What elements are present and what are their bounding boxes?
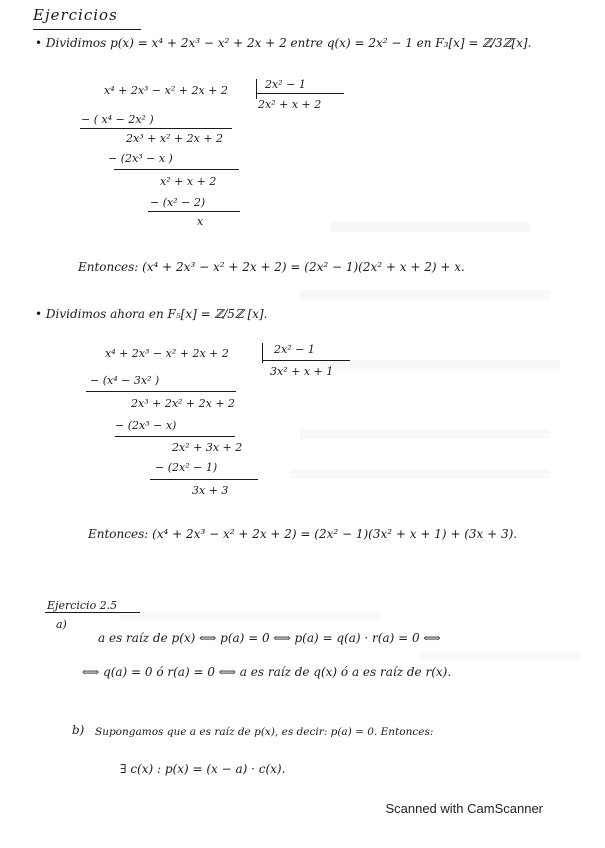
division1-step: x² + x + 2 xyxy=(160,175,217,188)
bleed-through-mark xyxy=(300,430,550,439)
part1-statement: • Dividimos p(x) = x⁴ + 2x³ − x² + 2x + 2 entre q(x) = 2x² − 1 en F₃[x] = ℤ/3ℤ[x]. xyxy=(35,36,532,50)
division1-step-bar xyxy=(148,211,240,212)
division2-step-bar xyxy=(86,391,236,392)
division2-dividend: x⁴ + 2x³ − x² + 2x + 2 xyxy=(105,347,229,360)
division2-quotient: 3x² + x + 1 xyxy=(270,365,334,378)
exercise-a-line2: ⟺ q(a) = 0 ó r(a) = 0 ⟺ a es raíz de q(x) ó a es raíz de r(x). xyxy=(82,665,452,679)
division2-step: − (2x² − 1) xyxy=(155,461,218,474)
division2-divisor-bar xyxy=(262,360,350,361)
bleed-through-mark xyxy=(330,222,530,232)
division1-dividend: x⁴ + 2x³ − x² + 2x + 2 xyxy=(104,84,228,97)
division1-quotient: 2x² + x + 2 xyxy=(258,98,322,111)
exercise-b-line2: ∃ c(x) : p(x) = (x − a) · c(x). xyxy=(120,762,286,776)
division1-step: − (x² − 2) xyxy=(150,196,206,209)
division2-step-bar xyxy=(150,479,258,480)
division2-step-bar xyxy=(115,436,235,437)
bleed-through-mark xyxy=(120,612,380,620)
scanner-watermark: Scanned with CamScanner xyxy=(385,801,543,816)
division1-bracket xyxy=(256,79,257,99)
division2-step: − (x⁴ − 3x² ) xyxy=(90,374,160,387)
division1-remainder: x xyxy=(197,215,204,228)
bleed-through-mark xyxy=(290,470,550,479)
bleed-through-mark xyxy=(320,360,560,369)
division2-remainder: 3x + 3 xyxy=(192,484,229,497)
exercise-heading-underline xyxy=(45,612,140,613)
division2-step: 2x² + 3x + 2 xyxy=(172,441,243,454)
bleed-through-mark xyxy=(420,652,580,660)
division1-step: − ( x⁴ − 2x² ) xyxy=(81,113,154,126)
division1-step: − (2x³ − x ) xyxy=(108,152,173,165)
division1-step-bar xyxy=(80,128,232,129)
exercise-b-label: b) xyxy=(72,723,85,737)
exercise-heading: Ejercicio 2.5 xyxy=(47,599,118,612)
title-underline xyxy=(33,29,141,30)
division1-divisor-bar xyxy=(256,93,344,94)
part2-result: Entonces: (x⁴ + 2x³ − x² + 2x + 2) = (2x² − 1)(3x² + x + 1) + (3x + 3). xyxy=(88,527,518,541)
division1-divisor: 2x² − 1 xyxy=(265,78,306,91)
part1-result: Entonces: (x⁴ + 2x³ − x² + 2x + 2) = (2x² − 1)(2x² + x + 2) + x. xyxy=(78,260,465,274)
division1-step-bar xyxy=(114,169,239,170)
exercise-a-line1: a es raíz de p(x) ⟺ p(a) = 0 ⟺ p(a) = q(a) · r(a) = 0 ⟺ xyxy=(98,631,441,645)
division2-step: − (2x³ − x) xyxy=(115,419,177,432)
exercise-b-line1: Supongamos que a es raíz de p(x), es decir: p(a) = 0. Entonces: xyxy=(95,726,434,738)
division2-step: 2x³ + 2x² + 2x + 2 xyxy=(131,397,236,410)
bleed-through-mark xyxy=(300,290,550,299)
part2-statement: • Dividimos ahora en F₅[x] = ℤ/5ℤ [x]. xyxy=(35,307,268,321)
page-title: Ejercicios xyxy=(33,6,118,24)
division1-step: 2x³ + x² + 2x + 2 xyxy=(126,132,224,145)
division2-divisor: 2x² − 1 xyxy=(274,343,315,356)
exercise-a-label: a) xyxy=(56,618,67,631)
